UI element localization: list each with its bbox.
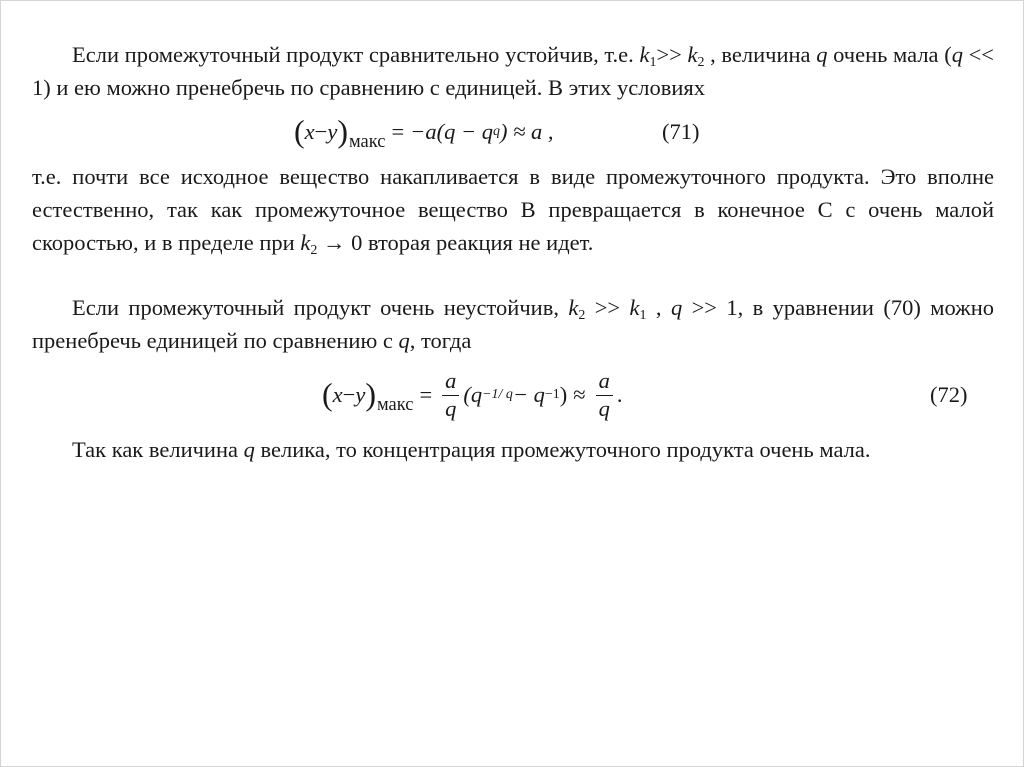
equation-72-number: (72) <box>930 382 968 407</box>
fraction-a-over-q: $\frac{a}{q}$ <box>442 370 459 420</box>
paragraph-conclusion: Так как величина q велика, то концентрация промежуточного продукта очень мала. <box>72 437 871 462</box>
equation-72-body: ( x − y ) макс = $\frac{a}{q}$ (q −1/ q − q −1 ) ≈ $\frac{a}{q}$ . <box>322 368 623 421</box>
equation-71 <box>32 104 994 160</box>
document-page <box>32 38 994 466</box>
equation-72 <box>32 357 994 433</box>
paragraph-accumulation: т.е. почти все исходное вещество накапливается в виде промежуточного продукта. Это вполне естественно, так как промежуточное вещество B превращается в конечное C с очень малой скоростью, и в пределе при $k_2 \to 0$ вторая реакция не идет. <box>32 164 994 258</box>
equation-71-body: ( x − y ) макс = −a(q − q q ) ≈ a , <box>294 113 554 151</box>
paragraph-unstable-intermediate: Если промежуточный продукт очень неустойчив, $k_2 >> k_1$ , q >> 1, в уравнении (70) можно пренебречь единицей по сравнению с q, тогда <box>32 295 995 353</box>
equation-71-number: (71) <box>662 119 700 144</box>
fraction-a-over-q-2: $\frac{a}{q}$ <box>596 370 613 420</box>
paragraph-stable-intermediate: Если промежуточный продукт сравнительно устойчив, т.е. $k_1>> k_2$ , величина q очень мала (q << 1) и ею можно пренебречь по сравнению с единицей. В этих условиях <box>32 42 994 100</box>
